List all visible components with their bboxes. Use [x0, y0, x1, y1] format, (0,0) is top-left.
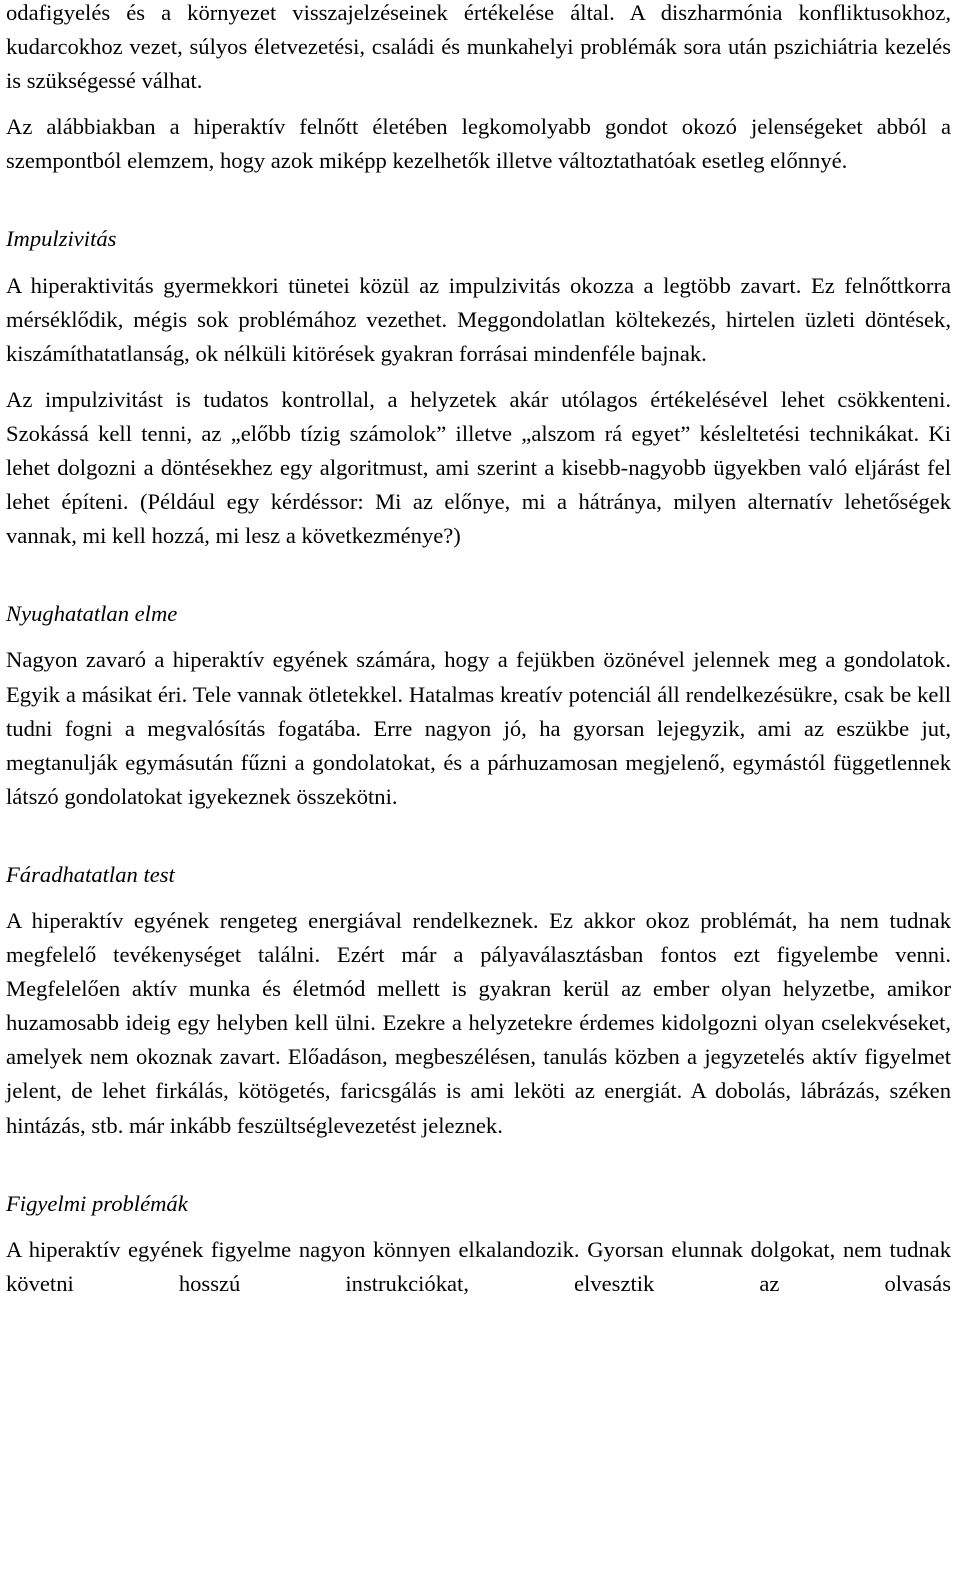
section-nyughatatlan-elme — [6, 597, 951, 814]
section-paragraph: A hiperaktív egyének figyelme nagyon könnyen elkalandozik. Gyorsan elunnak dolgokat, nem tudnak követni hosszú instrukciókat, elvesztik az olvasás — [6, 1236, 951, 1296]
section-paragraph: Nagyon zavaró a hiperaktív egyének számára, hogy a fejükben özönével jelennek meg a gondolatok. Egyik a másikat éri. Tele vannak ötletekkel. Hatalmas kreatív potenciál áll rendelkezésükre, csak be kell tudni fogni a megvalósítás fogatába. Erre nagyon jó, ha gyorsan lejegyzik, ami az eszükbe jut, megtanulják egymásután fűzni a gondolatokat, és a párhuzamosan megjelenő, egymástól függetlennek látszó gondolatokat igyekeznek összekötni. — [6, 647, 951, 809]
section-heading: Nyughatatlan elme — [6, 601, 178, 627]
section-impulzivitas — [6, 222, 951, 553]
section-heading: Fáradhatatlan test — [6, 861, 175, 887]
section-paragraph: Az impulzivitást is tudatos kontrollal, a helyzetek akár utólagos értékelésével lehet csökkenteni. Szokássá kell tenni, az „előbb tízig számolok” illetve „alszom rá egyet” késleltetési technikákat. Ki lehet dolgozni a döntésekhez egy algoritmust, ami szerint a kisebb-nagyobb ügyekben való eljárást fel lehet építeni. (Például egy kérdéssor: Mi az előnye, mi a hátránya, milyen alternatív lehetőségek vannak, mi kell hozzá, mi lesz a következménye?) — [6, 386, 951, 549]
document-page — [6, 0, 951, 1301]
section-heading: Figyelmi problémák — [6, 1190, 188, 1216]
section-paragraph: A hiperaktív egyének rengeteg energiával rendelkeznek. Ez akkor okoz problémát, ha nem tudnak megfelelő tevékenységet találni. Ezért már a pályaválasztásban fontos ezt figyelembe venni. Megfelelően aktív munka és életmód mellett is gyakran kerül az ember olyan helyzetbe, amikor huzamosabb ideig egy helyben kell ülni. Ezekre a helyzetekre érdemes kidolgozni olyan cselekvéseket, amelyek nem okoznak zavart. Előadáson, megbeszélésen, tanulás közben a jegyzetelés aktív figyelmet jelent, de lehet firkálás, kötögetés, faricsgálás is ami leköti az energiát. A dobolás, lábrázás, széken hintázás, stb. már inkább feszültséglevezetést jeleznek. — [6, 907, 951, 1138]
section-paragraph: A hiperaktivitás gyermekkori tünetei közül az impulzivitás okozza a legtöbb zavart. Ez felnőttkorra mérséklődik, mégis sok problémához vezethet. Meggondolatlan költekezés, hirtelen üzleti döntések, kiszámíthatatlanság, ok nélküli kitörések gyakran forrásai mindenféle bajnak. — [6, 272, 951, 366]
section-heading: Impulzivitás — [6, 226, 117, 252]
section-faradhatatlan-test — [6, 858, 951, 1143]
analysis-paragraph: Az alábbiakban a hiperaktív felnőtt életében legkomolyabb gondot okozó jelenségeket abból a szempontból elemzem, hogy azok miképp kezelhetők illetve változtathatóak esetleg előnnyé. — [6, 114, 951, 174]
intro-paragraph: odafigyelés és a környezet visszajelzéseinek értékelése által. A diszharmónia konfliktusokhoz, kudarcokhoz vezet, súlyos életvezetési, családi és munkahelyi problémák sora után pszichiátria kezelés is szükségessé válhat. — [6, 0, 951, 94]
section-figyelmi-problemak — [6, 1187, 951, 1301]
